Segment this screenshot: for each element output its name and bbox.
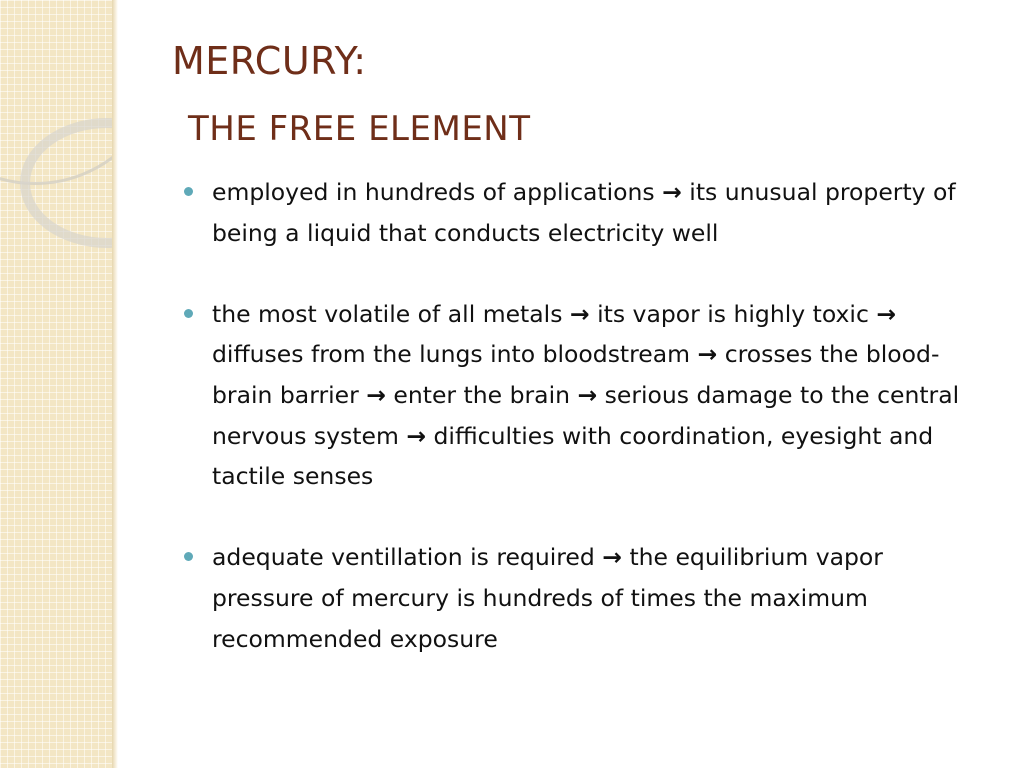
arrow-right-icon: → (366, 380, 386, 409)
bullet-item: employed in hundreds of applications → its unusual property of being a liquid that conducts electricity well (184, 172, 990, 253)
bullet-list (184, 172, 990, 700)
arrow-right-icon: → (662, 178, 682, 206)
slide-title: MERCURY: (172, 39, 367, 83)
arrow-right-icon: → (602, 543, 622, 572)
bullet-dot-icon (184, 309, 193, 318)
bullet-item: adequate ventillation is required → the equilibrium vapor pressure of mercury is hundreds of times the maximum recommended exposure (184, 537, 990, 659)
bullet-dot-icon (184, 552, 193, 561)
arrow-right-icon: → (697, 340, 718, 369)
bullet-item: the most volatile of all metals → its vapor is highly toxic → diffuses from the lungs into bloodstream → crosses the blood-brain barrier → enter the brain → serious damage to the central nervous system → difficulties with coordination, eyesight and tactile senses (184, 294, 990, 497)
decorative-side-band (0, 0, 112, 768)
side-band-edge (112, 0, 118, 768)
arrow-right-icon: → (406, 421, 427, 450)
bullet-dot-icon (184, 187, 193, 196)
slide-subtitle: THE FREE ELEMENT (188, 109, 531, 149)
arrow-right-icon: → (876, 299, 897, 328)
arrow-right-icon: → (577, 380, 598, 409)
arrow-right-icon: → (569, 299, 590, 328)
